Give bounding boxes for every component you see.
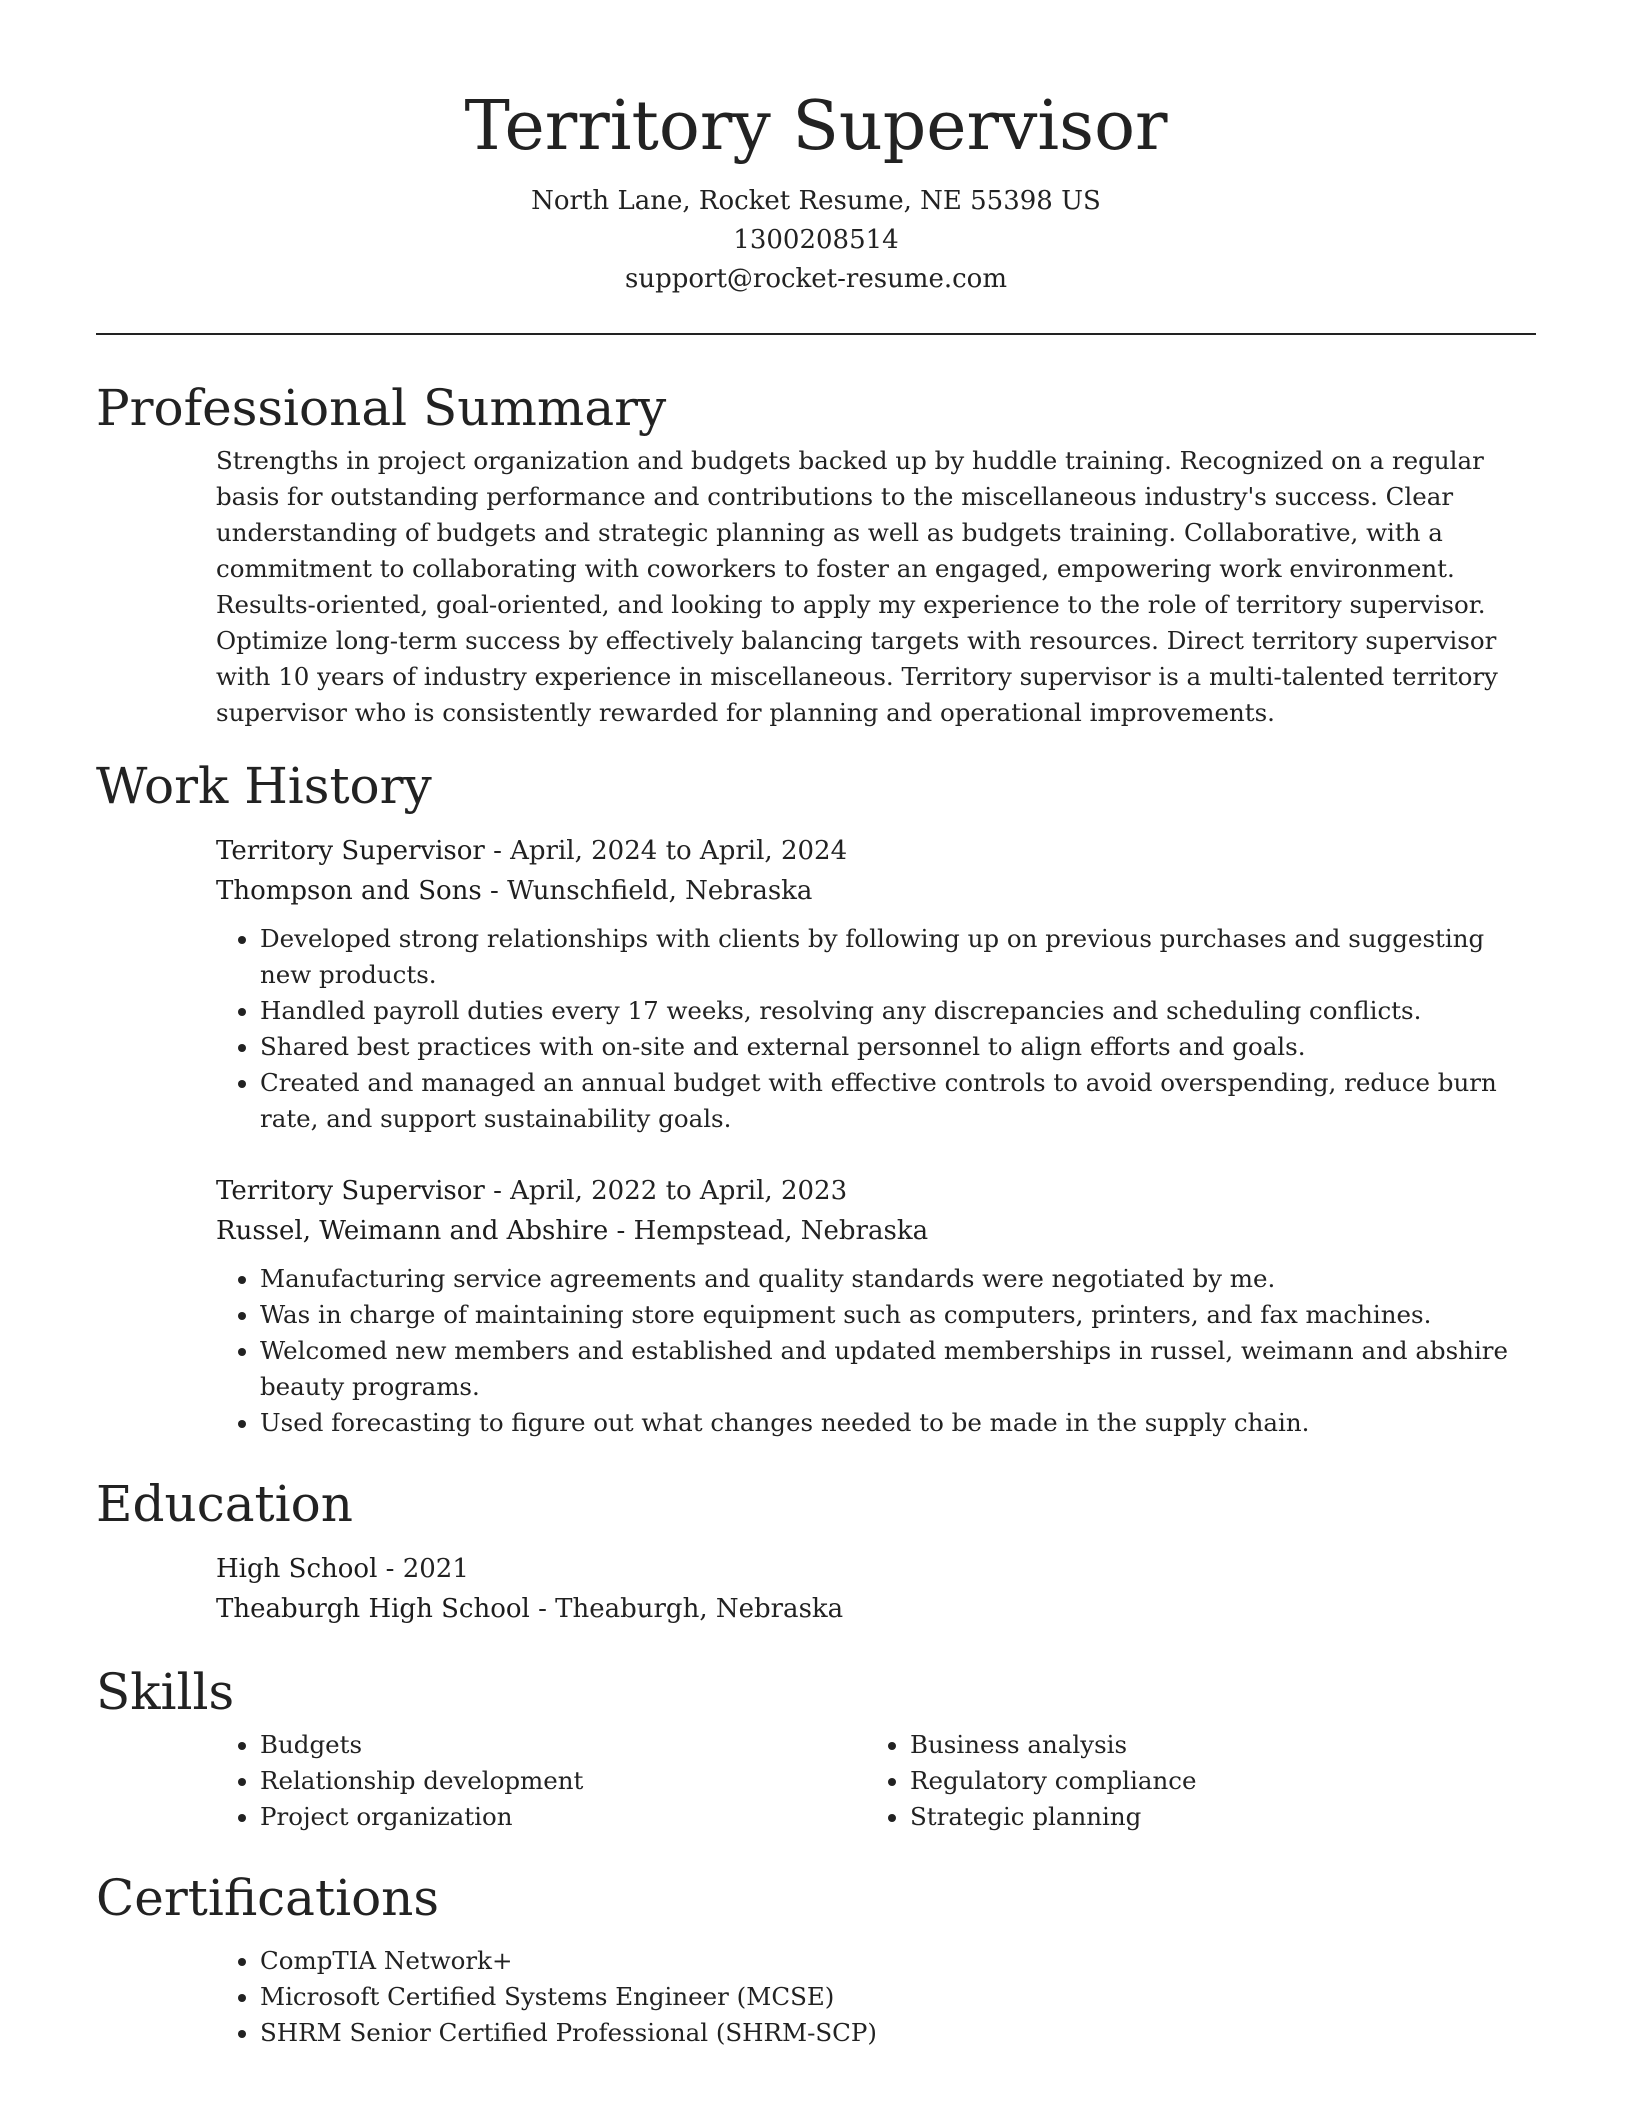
skills-list-left: [216, 1727, 866, 1835]
resume-header: [96, 0, 1536, 299]
list-item: • Regulatory compliance: [910, 1763, 1516, 1799]
job-company-line: [216, 871, 1536, 911]
certifications-list: [216, 1943, 1536, 2051]
header-divider: [96, 333, 1536, 335]
list-item: • Microsoft Certified Systems Engineer (MCSE): [260, 1979, 1536, 2015]
job-dates: - April, 2022 to April, 2023: [484, 1176, 848, 1206]
list-item: • Handled payroll duties every 17 weeks, resolving any discrepancies and scheduling conflicts.: [260, 993, 1536, 1029]
job-location: - Hempstead, Nebraska: [608, 1216, 929, 1246]
section-education: [96, 1469, 1536, 1629]
list-item: • SHRM Senior Certified Professional (SHRM-SCP): [260, 2015, 1536, 2051]
section-work-history: [96, 751, 1536, 1441]
job-company-line: [216, 1211, 1536, 1251]
section-title-skills: Skills: [96, 1663, 235, 1721]
job-title-line: [216, 1171, 1536, 1211]
section-professional-summary: [96, 373, 1536, 731]
job-role: Territory Supervisor: [216, 1176, 485, 1206]
skills-list-right: [866, 1727, 1516, 1835]
candidate-name: Territory Supervisor: [464, 87, 1168, 166]
section-title-work: Work History: [96, 757, 432, 815]
list-item: • Shared best practices with on-site and external personnel to align efforts and goals.: [260, 1029, 1536, 1065]
education-entry: [216, 1549, 1536, 1629]
education-school: Theaburgh High School: [216, 1594, 530, 1624]
contact-info: [96, 182, 1536, 299]
list-item: • CompTIA Network+: [260, 1943, 1536, 1979]
education-location: - Theaburgh, Nebraska: [529, 1594, 844, 1624]
job-bullets: [216, 921, 1536, 1137]
list-item: • Created and managed an annual budget with effective controls to avoid overspending, reduce burn rate, and support sustainability goals.: [260, 1065, 1536, 1137]
education-year: - 2021: [377, 1554, 469, 1584]
list-item: • Used forecasting to figure out what changes needed to be made in the supply chain.: [260, 1405, 1536, 1441]
skills-grid: [216, 1727, 1536, 1835]
list-item: • Relationship development: [260, 1763, 866, 1799]
education-degree-line: [216, 1549, 1536, 1589]
address: North Lane, Rocket Resume, NE 55398 US: [531, 186, 1101, 216]
email: support@rocket-resume.com: [624, 264, 1007, 294]
section-title-certifications: Certifications: [96, 1869, 440, 1927]
job-company: Russel, Weimann and Abshire: [216, 1216, 609, 1246]
job-entry: [216, 831, 1536, 1137]
section-certifications: [96, 1863, 1536, 2051]
list-item: • Project organization: [260, 1799, 866, 1835]
education-degree: High School: [216, 1554, 378, 1584]
section-skills: [96, 1657, 1536, 1835]
list-item: • Budgets: [260, 1727, 866, 1763]
list-item: • Welcomed new members and established and updated memberships in russel, weimann and abshire beauty programs.: [260, 1333, 1536, 1405]
job-dates: - April, 2024 to April, 2024: [484, 836, 848, 866]
job-company: Thompson and Sons: [216, 876, 482, 906]
list-item: • Strategic planning: [910, 1799, 1516, 1835]
list-item: • Was in charge of maintaining store equipment such as computers, printers, and fax machines.: [260, 1297, 1536, 1333]
section-title-summary: Professional Summary: [96, 379, 667, 437]
job-entry: [216, 1171, 1536, 1441]
phone: 1300208514: [733, 225, 899, 255]
section-title-education: Education: [96, 1475, 353, 1533]
resume-page: [96, 0, 1536, 2051]
summary-text: Strengths in project organization and budgets backed up by huddle training. Recognized on a regular basis for outstanding performance and contributions to the miscellaneous industry's success. Clear understanding of budgets and strategic planning as well as budgets training. Collaborative, with a commitment to collaborating with coworkers to foster an engaged, empowering work environment. Results-oriented, goal-oriented, and looking to apply my experience to the role of territory supervisor. Optimize long-term success by effectively balancing targets with resources. Direct territory supervisor with 10 years of industry experience in miscellaneous. Territory supervisor is a multi-talented territory supervisor who is consistently rewarded for planning and operational improvements.: [216, 446, 1498, 727]
education-school-line: [216, 1589, 1536, 1629]
list-item: • Manufacturing service agreements and quality standards were negotiated by me.: [260, 1261, 1536, 1297]
job-bullets: [216, 1261, 1536, 1441]
job-role: Territory Supervisor: [216, 836, 485, 866]
list-item: • Developed strong relationships with clients by following up on previous purchases and suggesting new products.: [260, 921, 1536, 993]
job-title-line: [216, 831, 1536, 871]
job-location: - Wunschfield, Nebraska: [481, 876, 813, 906]
list-item: • Business analysis: [910, 1727, 1516, 1763]
